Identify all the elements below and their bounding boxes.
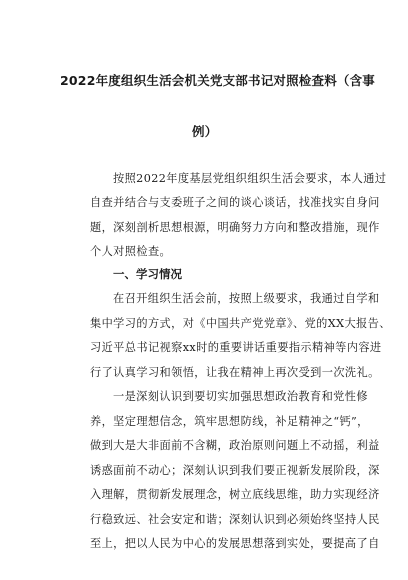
paragraph-2-line-3: 习近平总书记视察xx时的重要讲话重要指示精神等内容进: [90, 341, 382, 354]
paragraph-2-line-5: 一是深刻认识到要切实加强思想政治教育和党性修: [113, 390, 368, 403]
document-title-line-2: 例）: [192, 124, 218, 139]
paragraph-2-line-2: 集中学习的方式，对《中国共产党党章》、党的XX大报告、: [90, 317, 391, 330]
document-title-line-1: 2022年度组织生活会机关党支部书记对照检查料（含事: [60, 73, 375, 88]
paragraph-2-line-7: 做到大是大非面前不含糊，政治原则问题上不动摇，利益: [90, 439, 380, 452]
section-heading-study: 一、学习情况: [113, 267, 182, 281]
paragraph-1-line-4: 个人对照检查。: [90, 245, 172, 258]
paragraph-2-line-1: 在召开组织生活会前，按照上级要求，我通过自学和: [113, 292, 380, 305]
paragraph-2-line-8: 诱惑面前不动心；深刻认识到我们要正视新发展阶段，深: [90, 464, 380, 477]
paragraph-2-line-4: 行了认真学习和领悟，让我在精神上再次受到一次洗礼。: [90, 366, 380, 379]
paragraph-1-line-2: 自查并结合与支委班子之间的谈心谈话，找准找实自身问: [90, 196, 380, 209]
paragraph-2-line-11: 至上，把以人民为中心的发展思想落到实处，要提高了自: [90, 537, 380, 550]
paragraph-2-line-6: 养，坚定理想信念，筑牢思想防线，补足精神之“钙”，: [90, 415, 369, 428]
paragraph-2-line-10: 行稳致远、社会安定和谐；深刻认识到必须始终坚持人民: [90, 513, 380, 526]
paragraph-2-line-9: 入理解，贯彻新发展理念，树立底线思维，助力实现经济: [90, 488, 380, 501]
paragraph-1-line-1: 按照2022年度基层党组织组织生活会要求，本人通过: [113, 172, 387, 185]
paragraph-1-line-3: 题，深刻剖析思想根源，明确努力方向和整改措施，现作: [90, 221, 380, 234]
